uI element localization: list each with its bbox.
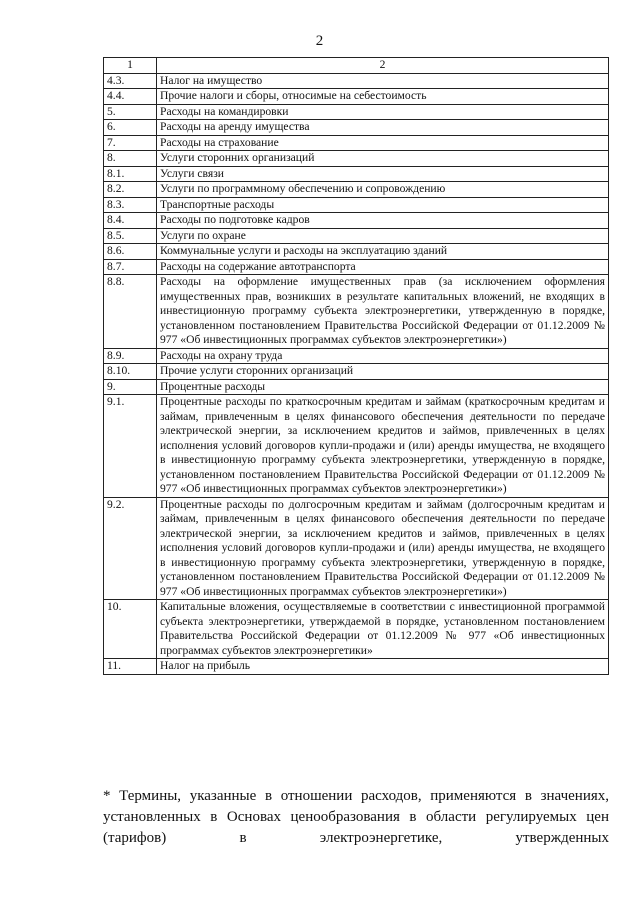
table-row: [104, 600, 609, 659]
table-row: [104, 104, 609, 120]
table-row: [104, 89, 609, 105]
row-description: Услуги по программному обеспечению и сопровождению: [157, 182, 609, 198]
row-number: 8.1.: [104, 166, 157, 182]
row-description: Услуги по охране: [157, 228, 609, 244]
table-row: [104, 166, 609, 182]
row-description: Прочие услуги сторонних организаций: [157, 364, 609, 380]
row-number: 8.5.: [104, 228, 157, 244]
row-number: 9.1.: [104, 395, 157, 498]
row-description: Расходы на оформление имущественных прав (за исключением оформления имущественных прав, возникших в результате капитальных вложений, не входящих в инвестиционную программу субъекта электроэнергетики, утвержденную в порядке, установленном постановлением Правительства Российской Федерации от 01.12.2009 № 977 «Об инвестиционных программах субъектов электроэнергетики»): [157, 275, 609, 349]
row-description: Налог на имущество: [157, 73, 609, 89]
row-description: Расходы по подготовке кадров: [157, 213, 609, 229]
table-row: [104, 213, 609, 229]
header-cell-2: 2: [157, 58, 609, 74]
row-number: 8.7.: [104, 259, 157, 275]
row-description: Расходы на охрану труда: [157, 348, 609, 364]
table-row: [104, 379, 609, 395]
table-row: [104, 259, 609, 275]
row-number: 5.: [104, 104, 157, 120]
row-description: Коммунальные услуги и расходы на эксплуатацию зданий: [157, 244, 609, 260]
row-description: Расходы на страхование: [157, 135, 609, 151]
row-number: 8.2.: [104, 182, 157, 198]
header-cell-1: 1: [104, 58, 157, 74]
row-number: 8.4.: [104, 213, 157, 229]
table-row: [104, 120, 609, 136]
row-number: 11.: [104, 659, 157, 675]
expense-table: [103, 57, 609, 675]
table-row: [104, 275, 609, 349]
row-number: 8.10.: [104, 364, 157, 380]
row-number: 10.: [104, 600, 157, 659]
row-number: 9.: [104, 379, 157, 395]
table-row: [104, 244, 609, 260]
footnote-text: * Термины, указанные в отношении расходов, применяются в значениях, установленных в Основах ценообразования в области регулируемых цен (тарифов) в электроэнергетике, утвержденных: [103, 788, 609, 846]
row-description: Расходы на содержание автотранспорта: [157, 259, 609, 275]
row-description: Процентные расходы: [157, 379, 609, 395]
table-header-row: [104, 58, 609, 74]
table-row: [104, 497, 609, 600]
table-row: [104, 135, 609, 151]
row-description: Транспортные расходы: [157, 197, 609, 213]
row-number: 4.4.: [104, 89, 157, 105]
row-description: Расходы на командировки: [157, 104, 609, 120]
row-number: 7.: [104, 135, 157, 151]
row-description: Услуги сторонних организаций: [157, 151, 609, 167]
row-description: Капитальные вложения, осуществляемые в соответствии с инвестиционной программой субъекта электроэнергетики, утверждаемой в порядке, установленном постановлением Правительства Российской Федерации от 01.12.2009 № 977 «Об инвестиционных программах субъектов электроэнергетики»: [157, 600, 609, 659]
row-number: 8.3.: [104, 197, 157, 213]
row-description: Услуги связи: [157, 166, 609, 182]
table-row: [104, 395, 609, 498]
table-row: [104, 197, 609, 213]
table-row: [104, 151, 609, 167]
table-row: [104, 364, 609, 380]
row-number: 9.2.: [104, 497, 157, 600]
page-number: 2: [315, 33, 324, 49]
row-number: 8.: [104, 151, 157, 167]
row-number: 8.9.: [104, 348, 157, 364]
row-description: Процентные расходы по краткосрочным кредитам и займам (краткосрочным кредитам и займам, привлеченным в целях финансового обеспечения деятельности по передаче электрической энергии, за исключением кредитов и займов, привлеченных в целях исполнения условий договоров купли-продажи и (или) аренды имущества, не входящего в инвестиционную программу субъекта электроэнергетики, утвержденную в порядке, установленном постановлением Правительства Российской Федерации от 01.12.2009 № 977 «Об инвестиционных программах субъектов электроэнергетики»): [157, 395, 609, 498]
row-number: 4.3.: [104, 73, 157, 89]
row-description: Расходы на аренду имущества: [157, 120, 609, 136]
row-description: Прочие налоги и сборы, относимые на себестоимость: [157, 89, 609, 105]
table-row: [104, 348, 609, 364]
row-description: Процентные расходы по долгосрочным кредитам и займам (долгосрочным кредитам и займам, привлеченным в целях финансового обеспечения деятельности по передаче электрической энергии, за исключением кредитов и займов, привлеченных в целях исполнения условий договоров купли-продажи и (или) аренды имущества, не входящего в инвестиционную программу субъекта электроэнергетики, утвержденную в порядке, установленном постановлением Правительства Российской Федерации от 01.12.2009 № 977 «Об инвестиционных программах субъектов электроэнергетики»): [157, 497, 609, 600]
table-row: [104, 659, 609, 675]
row-number: 8.8.: [104, 275, 157, 349]
table-row: [104, 182, 609, 198]
row-description: Налог на прибыль: [157, 659, 609, 675]
row-number: 6.: [104, 120, 157, 136]
table-row: [104, 228, 609, 244]
row-number: 8.6.: [104, 244, 157, 260]
table-row: [104, 73, 609, 89]
